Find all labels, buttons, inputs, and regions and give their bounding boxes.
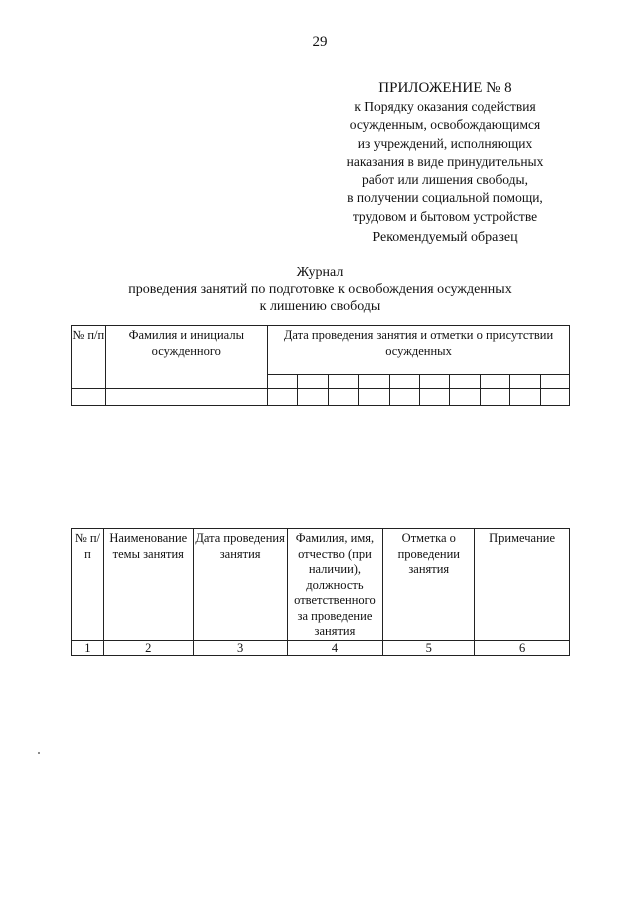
journal-title: Журнал: [296, 265, 344, 280]
table1-cell: [480, 389, 509, 406]
table2-col-number: 4: [287, 640, 383, 655]
table2-col-number: 2: [103, 640, 193, 655]
table1-date-cell: [328, 375, 358, 389]
table1-cell: [105, 389, 268, 406]
table1-date-cell: [268, 375, 298, 389]
table1-cell: [510, 389, 540, 406]
journal-heading: [60, 264, 580, 315]
appendix-block: [300, 78, 590, 226]
sample-label: Рекомендуемый образец: [372, 230, 518, 245]
appendix-line: наказания в виде принудительных: [346, 153, 544, 169]
appendix-line: в получении социальной помощи,: [347, 190, 543, 206]
table1-date-cell: [480, 375, 509, 389]
table2-header-mark: Отметка о проведении занятия: [383, 529, 475, 641]
scan-speck: [38, 752, 40, 754]
table2-header-note: Примечание: [475, 529, 570, 641]
table2-header-no: № п/п: [72, 529, 104, 641]
page-number: 29: [312, 34, 328, 50]
table1-date-cell: [510, 375, 540, 389]
table1-header-dates: Дата проведения занятия и отметки о присутствии осужденных: [268, 326, 570, 375]
table2-col-number: 6: [475, 640, 570, 655]
appendix-title: ПРИЛОЖЕНИЕ № 8: [378, 80, 512, 96]
appendix-line: из учреждений, исполняющих: [357, 135, 533, 151]
table-row: [72, 640, 570, 655]
table1-date-cell: [298, 375, 328, 389]
table1-cell: [359, 389, 389, 406]
table1-header-name: Фамилия и инициалы осужденного: [105, 326, 268, 389]
table2-header-responsible: Фамилия, имя, отчество (при наличии), должность ответственного за проведение занятия: [287, 529, 383, 641]
table1-date-cell: [389, 375, 419, 389]
table1-cell: [328, 389, 358, 406]
table1-date-cell: [420, 375, 450, 389]
table-row: [72, 389, 570, 406]
journal-subtitle-line2: к лишению свободы: [259, 299, 381, 314]
table1-date-cell: [359, 375, 389, 389]
appendix-line: к Порядку оказания содействия: [354, 99, 536, 114]
table2-col-number: 1: [72, 640, 104, 655]
table1-cell: [298, 389, 328, 406]
table1-cell: [72, 389, 106, 406]
table2-col-number: 3: [193, 640, 287, 655]
table1-date-cell: [540, 375, 569, 389]
journal-subtitle-line1: проведения занятий по подготовке к освобождения осужденных: [128, 282, 512, 297]
table2-col-number: 5: [383, 640, 475, 655]
appendix-line: трудовом и бытовом устройстве: [352, 208, 538, 224]
table1-cell: [268, 389, 298, 406]
table1-cell: [540, 389, 569, 406]
table1-cell: [420, 389, 450, 406]
table1-cell: [450, 389, 480, 406]
table2-header-topic: Наименование темы занятия: [103, 529, 193, 641]
table1-header-no: № п/п: [72, 326, 106, 389]
lessons-table: [71, 528, 570, 656]
table1-cell: [389, 389, 419, 406]
appendix-line: работ или лишения свободы,: [362, 172, 528, 188]
table1-date-cell: [450, 375, 480, 389]
attendance-table: [71, 325, 570, 406]
appendix-line: осужденным, освобождающимся: [349, 117, 541, 133]
table2-header-date: Дата проведения занятия: [193, 529, 287, 641]
